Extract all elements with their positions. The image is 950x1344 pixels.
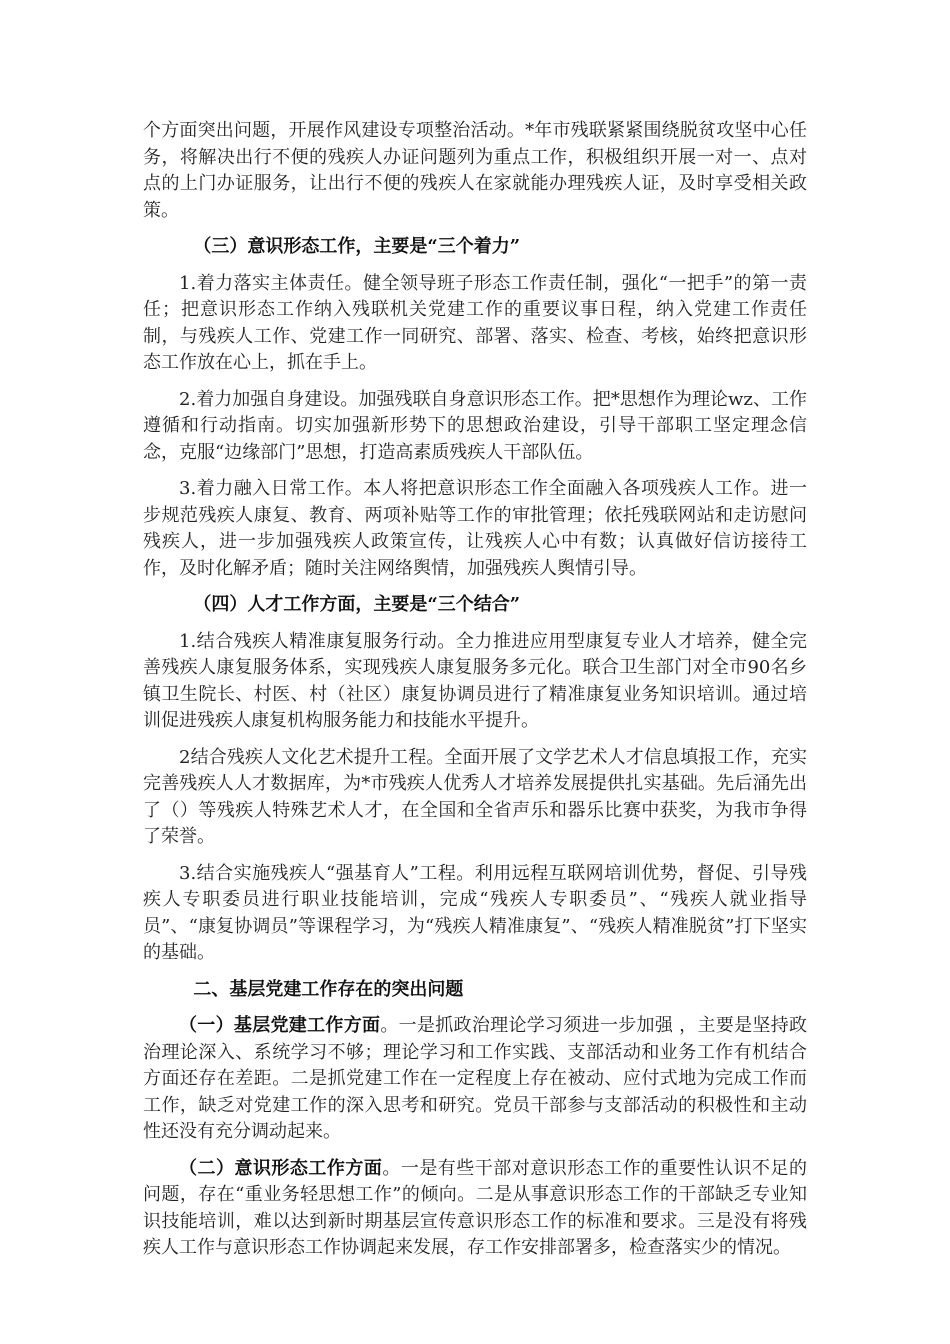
section-heading: （四）人才工作方面，主要是“三个结合”	[193, 594, 521, 615]
paragraph: 2.着力加强自身建设。加强残联自身意识形态工作。把*思想作为理论wz、工作遵循和行动指南。切实加强新形势下的思想政治建设，引导干部职工坚定理念信念，克服“边缘部门”思想，打造高素质残疾人干部队伍。	[143, 388, 807, 463]
paragraph: 3.着力融入日常工作。本人将把意识形态工作全面融入各项残疾人工作。进一步规范残疾人康复、教育、两项补贴等工作的审批管理；依托残联网站和走访慰问残疾人，进一步加强残疾人政策宣传，让残疾人心中有数；认真做好信访接待工作，及时化解矛盾；随时关注网络舆情，加强残疾人舆情引导。	[143, 478, 807, 579]
paragraph: 3.结合实施残疾人“强基育人”工程。利用远程互联网培训优势，督促、引导残疾人专职委员进行职业技能培训，完成“残疾人专职委员”、“残疾人就业指导员”、“康复协调员”等课程学习，为“残疾人精准康复”、“残疾人精准脱贫”打下坚实的基础。	[143, 862, 807, 963]
paragraph	[143, 1156, 807, 1262]
paragraph: 2结合残疾人文化艺术提升工程。全面开展了文学艺术人才信息填报工作，充实完善残疾人人才数据库，为*市残疾人优秀人才培养发展提供扎实基础。先后涌先出了（）等残疾人特殊艺术人才，在全国和全省声乐和器乐比赛中获奖，为我市争得了荣誉。	[143, 746, 807, 847]
document-body	[143, 118, 807, 1272]
paragraph: 个方面突出问题，开展作风建设专项整治活动。*年市残联紧紧围绕脱贫攻坚中心任务，将解决出行不便的残疾人办证问题列为重点工作，积极组织开展一对一、点对点的上门办证服务，让出行不便的残疾人在家就能办理残疾人证，及时享受相关政策。	[143, 120, 807, 221]
paragraph: 1.结合残疾人精准康复服务行动。全力推进应用型康复专业人才培养，健全完善残疾人康复服务体系，实现残疾人康复服务多元化。联合卫生部门对全市90名乡镇卫生院长、村医、村（社区）康复协调员进行了精准康复业务知识培训。通过培训促进残疾人康复机构服务能力和技能水平提升。	[143, 630, 807, 731]
paragraph-text: 。一是抓政治理论学习须进一步加强 ，主要是坚持政治理论深入、系统学习不够；理论学习和工作实践、支部活动和业务工作有机结合方面还存在差距。二是抓党建工作在一定程度上存在被动、应付式地为完成工作而工作，缺乏对党建工作的深入思考和研究。党员干部参与支部活动的积极性和主动性还没有充分调动起来。	[143, 1015, 807, 1142]
paragraph-lead: （一）基层党建工作方面	[179, 1015, 381, 1036]
section-heading: （三）意识形态工作，主要是“三个着力”	[193, 236, 521, 257]
paragraph	[143, 1013, 807, 1146]
paragraph: 1.着力落实主体责任。健全领导班子形态工作责任制，强化“一把手”的第一责任；把意识形态工作纳入残联机关党建工作的重要议事日程，纳入党建工作责任制，与残疾人工作、党建工作一同研究、部署、落实、检查、考核，始终把意识形态工作放在心上，抓在手上。	[143, 272, 807, 373]
chapter-heading: 二、基层党建工作存在的突出问题	[193, 978, 464, 1000]
paragraph-lead: （二）意识形态工作方面	[179, 1157, 383, 1179]
paragraph-text: 。一是有些干部对意识形态工作的重要性认识不足的问题，存在“重业务轻思想工作”的倾向。二是从事意识形态工作的干部缺乏专业知识技能培训，难以达到新时期基层宣传意识形态工作的标准和要求。三是没有将残疾人工作与意识形态工作协调起来发展，存工作安排部署多，检查落实少的情况。	[143, 1157, 808, 1258]
